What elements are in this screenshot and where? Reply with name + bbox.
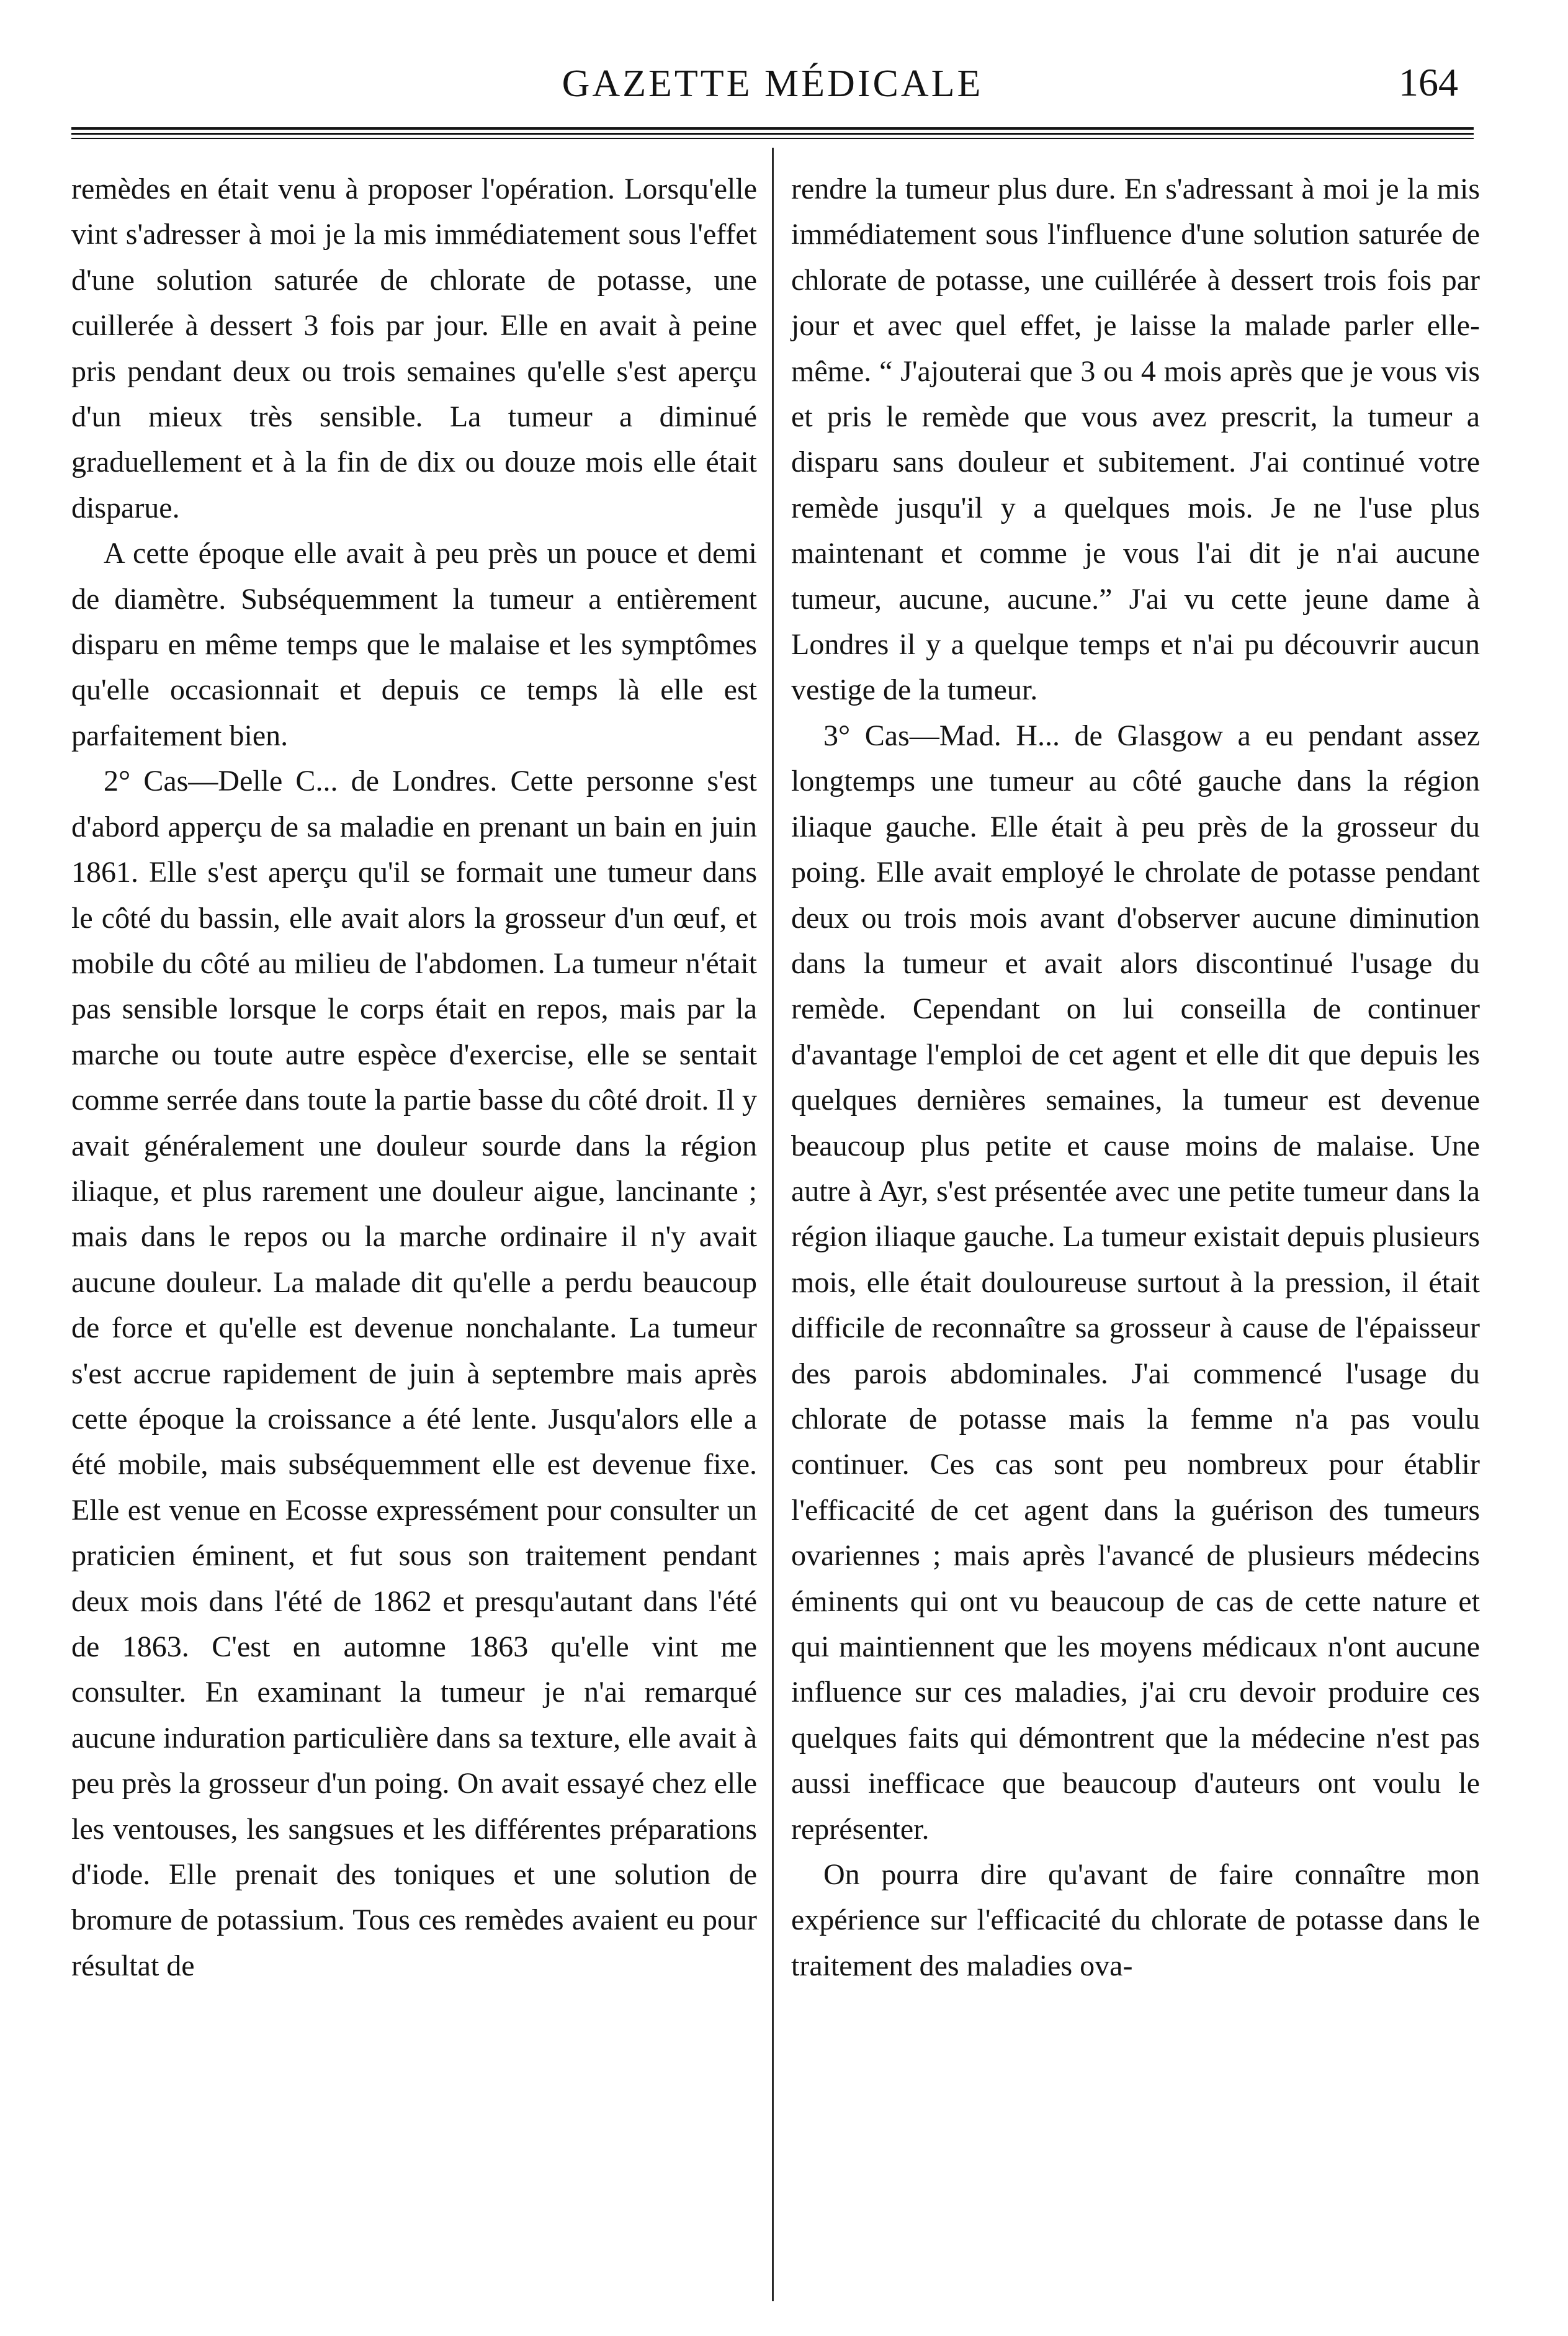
paragraph: rendre la tumeur plus dure. En s'adressant à moi je la mis immédiatement sous l'influence d'une solution saturée de chlorate de potasse, une cuillérée à dessert trois fois par jour et avec quel effet, je laisse la malade parler elle-même. “ J'ajouterai que 3 ou 4 mois après que je vous vis et pris le remède que vous avez prescrit, la tumeur a disparu sans douleur et subitement. J'ai continué votre remède jusqu'il y a quelques mois. Je ne l'use plus maintenant et comme je vous l'ai dit je n'ai aucune tumeur, aucune, aucune.” J'ai vu cette jeune dame à Londres il y a quelque temps et n'ai pu découvrir aucun vestige de la tumeur. (791, 173, 1480, 707)
column-divider (772, 148, 774, 2301)
paragraph: remèdes en était venu à proposer l'opération. Lorsqu'elle vint s'adresser à moi je la mis immédiatement sous l'effet d'une solution saturée de chlorate de potasse, une cuillerée à dessert 3 fois par jour. Elle en avait à peine pris pendant deux ou trois semaines qu'elle s'est aperçu d'un mieux très sensible. La tumeur a diminué graduellement et à la fin de dix ou douze mois elle était disparue. (71, 173, 757, 524)
running-head (68, 56, 1477, 118)
paragraph: 2° Cas—Delle C... de Londres. Cette personne s'est d'abord apperçu de sa maladie en prenant un bain en juin 1861. Elle s'est aperçu qu'il se formait une tumeur dans le côté du bassin, elle avait alors la grosseur d'un œuf, et mobile du côté au milieu de l'abdomen. La tumeur n'était pas sensible lorsque le corps était en repos, mais par la marche ou toute autre espèce d'exercise, elle se sentait comme serrée dans toute la partie basse du côté droit. Il y avait généralement une douleur sourde dans la région iliaque, et plus rarement une douleur aigue, lancinante ; mais dans le repos ou la marche ordinaire il n'y avait aucune douleur. La malade dit qu'elle a perdu beaucoup de force et qu'elle est devenue nonchalante. La tumeur s'est accrue rapidement de juin à septembre mais après cette époque la croissance a été lente. Jusqu'alors elle a été mobile, mais subséquemment elle est devenue fixe. Elle est venue en Ecosse expressément pour consulter un praticien éminent, et fut sous son traitement pendant deux mois dans l'été de 1862 et presqu'autant dans l'été de 1863. C'est en automne 1863 qu'elle vint me consulter. En examinant la tumeur je n'ai remarqué aucune induration particulière dans sa texture, elle avait à peu près la grosseur d'un poing. On avait essayé chez elle les ventouses, les sangsues et les différentes préparations d'iode. Elle prenait des toniques et une solution de bromure de potassium. Tous ces remèdes avaient eu pour résultat de (71, 765, 757, 1982)
header-rule-top (71, 127, 1474, 130)
header-rule-middle (71, 133, 1474, 135)
left-column (71, 166, 757, 1988)
page-number: 164 (1399, 60, 1458, 104)
paragraph: On pourra dire qu'avant de faire connaître mon expérience sur l'efficacité du chlorate de potasse dans le traitement des maladies ova- (791, 1858, 1480, 1982)
right-column (791, 166, 1480, 1988)
paragraph: A cette époque elle avait à peu près un pouce et demi de diamètre. Subséquemment la tumeur a entièrement disparu en même temps que le malaise et les symptômes qu'elle occasionnait et depuis ce temps là elle est parfaitement bien. (71, 537, 757, 752)
journal-title: GAZETTE MÉDICALE (562, 63, 983, 105)
header-rule-bottom (71, 138, 1474, 139)
paragraph: 3° Cas—Mad. H... de Glasgow a eu pendant assez longtemps une tumeur au côté gauche dans la région iliaque gauche. Elle était à peu près de la grosseur du poing. Elle avait employé le chrolate de potasse pendant deux ou trois mois avant d'observer aucune diminution dans la tumeur et avait alors discontinué l'usage du remède. Cependant on lui conseilla de continuer d'avantage l'emploi de cet agent et elle dit que depuis les quelques dernières semaines, la tumeur est devenue beaucoup plus petite et cause moins de malaise. Une autre à Ayr, s'est présentée avec une petite tumeur dans la région iliaque gauche. La tumeur existait depuis plusieurs mois, elle était douloureuse surtout à la pression, il était difficile de reconnaître sa grosseur à cause de l'épaisseur des parois abdominales. J'ai commencé l'usage du chlorate de potasse mais la femme n'a pas voulu continuer. Ces cas sont peu nombreux pour établir l'efficacité de cet agent dans la guérison des tumeurs ovariennes ; mais après l'avancé de plusieurs médecins éminents qui ont vu beaucoup de cas de cette nature et qui maintiennent que les moyens médicaux n'ont aucune influence sur ces maladies, j'ai cru devoir produire ces quelques faits qui démontrent que la médecine n'est pas aussi inefficace que beaucoup d'auteurs ont voulu le représenter. (791, 719, 1480, 1846)
